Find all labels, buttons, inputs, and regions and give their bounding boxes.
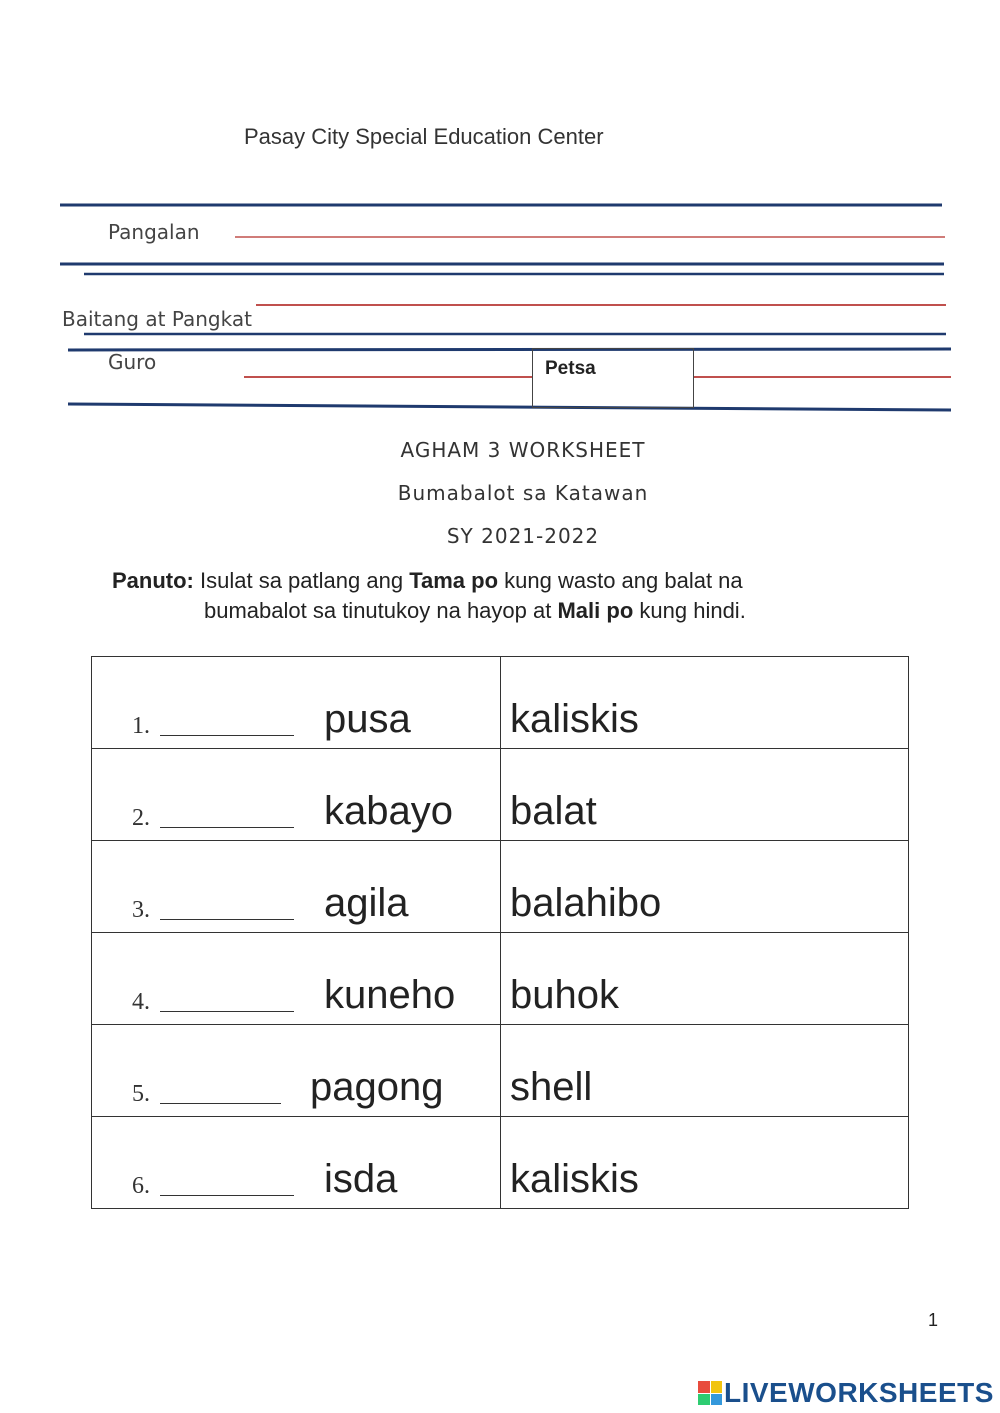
answer-blank[interactable] xyxy=(160,1011,294,1012)
covering-name: balat xyxy=(510,789,597,833)
instructions-text: bumabalot sa tinutukoy na hayop at xyxy=(204,598,552,623)
answer-blank[interactable] xyxy=(160,735,294,736)
guro-label: Guro xyxy=(108,350,157,374)
item-cell xyxy=(92,1117,501,1209)
instructions-text: kung hindi. xyxy=(639,598,746,623)
logo-icon xyxy=(698,1381,722,1405)
item-cell xyxy=(92,933,501,1025)
covering-cell xyxy=(501,657,909,749)
liveworksheets-logo xyxy=(698,1377,994,1409)
answer-blank[interactable] xyxy=(160,1103,281,1104)
mali-po-text: Mali po xyxy=(557,598,634,623)
item-number: 5. xyxy=(132,1081,150,1107)
covering-cell xyxy=(501,749,909,841)
answer-blank[interactable] xyxy=(160,919,294,920)
animal-name: isda xyxy=(324,1157,398,1201)
tama-po-text: Tama po xyxy=(409,568,499,593)
table-row xyxy=(92,657,909,749)
animal-name: kabayo xyxy=(324,789,453,833)
covering-cell xyxy=(501,1117,909,1209)
item-number: 2. xyxy=(132,805,150,831)
covering-name: kaliskis xyxy=(510,1157,639,1201)
covering-cell xyxy=(501,933,909,1025)
table-row xyxy=(92,933,909,1025)
item-number: 4. xyxy=(132,989,150,1015)
pangalan-label: Pangalan xyxy=(108,220,200,244)
animal-name: agila xyxy=(324,881,409,925)
worksheet-title: AGHAM 3 WORKSHEET xyxy=(400,438,646,462)
answer-blank[interactable] xyxy=(160,827,294,828)
covering-name: shell xyxy=(510,1065,593,1109)
answer-blank[interactable] xyxy=(160,1195,294,1196)
item-cell xyxy=(92,1025,501,1117)
instructions-text: kung wasto ang balat na xyxy=(504,568,743,593)
animal-name: kuneho xyxy=(324,973,456,1017)
covering-cell xyxy=(501,841,909,933)
navy-line xyxy=(68,404,951,410)
item-cell xyxy=(92,657,501,749)
covering-name: balahibo xyxy=(510,881,662,925)
animal-name: pusa xyxy=(324,697,411,741)
baitang-label: Baitang at Pangkat xyxy=(62,307,252,331)
table-row xyxy=(92,1117,909,1209)
brand-name: LIVEWORKSHEETS xyxy=(724,1377,994,1408)
page-number: 1 xyxy=(928,1310,939,1330)
table-row xyxy=(92,1025,909,1117)
item-cell xyxy=(92,841,501,933)
item-cell xyxy=(92,749,501,841)
covering-name: kaliskis xyxy=(510,697,639,741)
item-number: 3. xyxy=(132,897,150,923)
item-number: 6. xyxy=(132,1173,150,1199)
petsa-label: Petsa xyxy=(545,358,596,379)
school-year: SY 2021-2022 xyxy=(446,524,600,548)
instructions-label: Panuto: xyxy=(112,568,194,593)
items-table xyxy=(91,656,909,1209)
table-row xyxy=(92,841,909,933)
worksheet-topic: Bumabalot sa Katawan xyxy=(397,481,649,505)
table-row xyxy=(92,749,909,841)
animal-name: pagong xyxy=(310,1065,444,1109)
instructions-text: Isulat sa patlang ang xyxy=(200,568,404,593)
covering-name: buhok xyxy=(510,973,619,1017)
covering-cell xyxy=(501,1025,909,1117)
petsa-box xyxy=(532,348,694,408)
item-number: 1. xyxy=(132,713,150,739)
navy-line xyxy=(68,349,951,350)
instructions xyxy=(112,566,746,626)
school-name: Pasay City Special Education Center xyxy=(244,124,604,149)
